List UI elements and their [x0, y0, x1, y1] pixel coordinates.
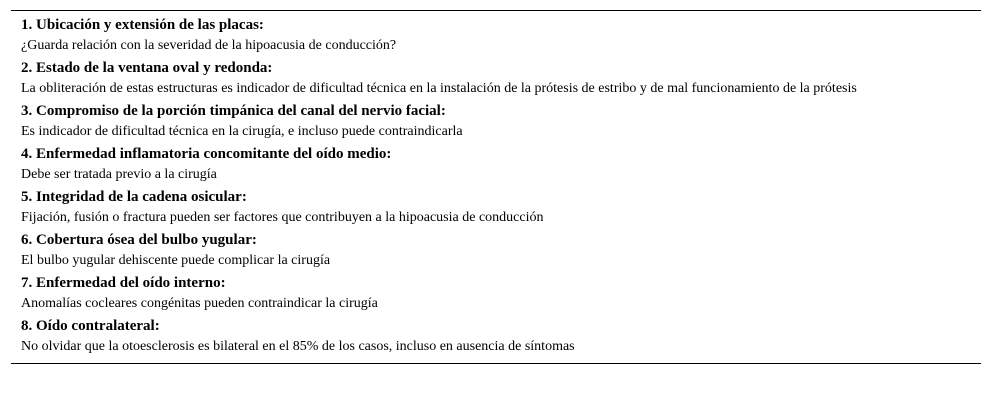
item-7-description: Anomalías cocleares congénitas pueden contraindicar la cirugía: [21, 296, 378, 311]
item-5-heading: 5. Integridad de la cadena osicular:: [21, 189, 247, 205]
item-3-heading: 3. Compromiso de la porción timpánica del canal del nervio facial:: [21, 103, 446, 119]
item-4-heading: 4. Enfermedad inflamatoria concomitante del oído medio:: [21, 146, 392, 162]
item-1-heading: 1. Ubicación y extensión de las placas:: [21, 17, 264, 33]
item-7-heading: 7. Enfermedad del oído interno:: [21, 275, 226, 291]
item-1-description: ¿Guarda relación con la severidad de la hipoacusia de conducción?: [21, 38, 397, 53]
item-4-description: Debe ser tratada previo a la cirugía: [21, 167, 217, 182]
item-5-description: Fijación, fusión o fractura pueden ser factores que contribuyen a la hipoacusia de conducción: [21, 210, 544, 225]
item-8-heading: 8. Oído contralateral:: [21, 318, 160, 334]
item-3-description: Es indicador de dificultad técnica en la cirugía, e incluso puede contraindicarla: [21, 124, 463, 139]
item-2-heading: 2. Estado de la ventana oval y redonda:: [21, 60, 273, 76]
item-2-description: La obliteración de estas estructuras es indicador de dificultad técnica en la instalación de la prótesis de estribo y de mal funcionamiento de la prótesis: [21, 81, 857, 96]
criteria-table: [11, 10, 981, 364]
item-6-heading: 6. Cobertura ósea del bulbo yugular:: [21, 232, 257, 248]
item-6-description: El bulbo yugular dehiscente puede complicar la cirugía: [21, 253, 331, 268]
item-8-description: No olvidar que la otoesclerosis es bilateral en el 85% de los casos, incluso en ausencia de síntomas: [21, 339, 575, 354]
